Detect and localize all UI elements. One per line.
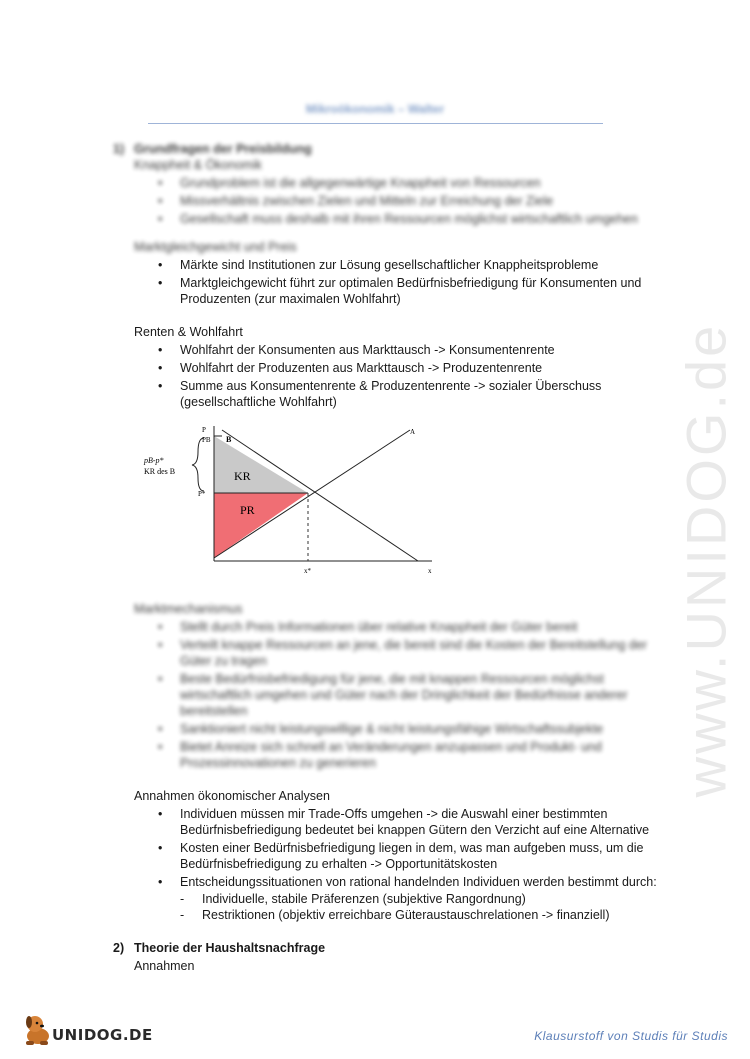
header-divider xyxy=(148,123,603,124)
annahmen-item-cont: Bedürfnisbefriedigung zu erhalten -> Opportunitätskosten xyxy=(180,857,498,871)
consumer-surplus-area xyxy=(214,436,308,493)
welfare-diagram xyxy=(140,418,440,578)
annahmen-item: • Kosten einer Bedürfnisbefriedigung liegen in dem, was man aufgeben muss, um die xyxy=(180,840,643,856)
annahmen-dash-item: - Individuelle, stabile Präferenzen (subjektive Rangordnung) xyxy=(202,891,526,907)
annahmen-dash-item: - Restriktionen (objektiv erreichbare Güteraustauschrelationen -> finanziell) xyxy=(202,907,610,923)
pb-label: PB xyxy=(202,436,211,444)
renten-item: • Wohlfahrt der Produzenten aus Markttausch -> Produzentenrente xyxy=(180,360,542,376)
xstar-label: x* xyxy=(304,567,311,575)
renten-heading: Renten & Wohlfahrt xyxy=(134,325,243,339)
marktgleichgewicht-heading: Marktgleichgewicht und Preis xyxy=(134,240,297,254)
marktgleichgewicht-item: • Marktgleichgewicht führt zur optimalen Bedürfnisbefriedigung für Konsumenten und xyxy=(180,275,641,291)
curve-a-label: A xyxy=(410,428,416,436)
marktmechanismus-item: • Beste Bedürfnisbefriedigung für jene, die mit knappen Ressourcen möglichst xyxy=(180,671,604,687)
renten-item-cont: (gesellschaftliche Wohlfahrt) xyxy=(180,395,337,409)
marktmechanismus-heading: Marktmechanismus xyxy=(134,602,243,616)
marktmechanismus-item: • Bietet Anreize sich schnell an Veränderungen anzupassen und Produkt- und xyxy=(180,739,602,755)
section-2-number: 2) xyxy=(113,941,125,955)
marktmechanismus-item: • Sanktioniert nicht leistungswillige & nicht leistungsfähige Wirtschaftssubjekte xyxy=(180,721,603,737)
section-1-title: Grundfragen der Preisbildung xyxy=(134,142,312,156)
brace-label-2: KR des B xyxy=(144,467,176,476)
marktmechanismus-item-cont: Prozessinnovationen zu generieren xyxy=(180,756,376,770)
axis-x-label: x xyxy=(428,567,432,575)
brace-label-1: pB-p* xyxy=(144,456,164,465)
marktgleichgewicht-item: • Märkte sind Institutionen zur Lösung gesellschaftlicher Knappheitsprobleme xyxy=(180,257,598,273)
section-2-title: Theorie der Haushaltsnachfrage xyxy=(134,941,326,955)
marktmechanismus-item-cont: wirtschaftlich umgehen und Güter nach der Dringlichkeit der Bedürfnisse anderer xyxy=(180,688,628,702)
annahmen-heading: Annahmen ökonomischer Analysen xyxy=(134,789,330,803)
pstar-label: P* xyxy=(198,490,206,498)
marktmechanismus-item: • Stellt durch Preis Informationen über relative Knappheit der Güter bereit xyxy=(180,619,577,635)
point-b-label: B xyxy=(226,435,232,444)
axis-p-label: P xyxy=(202,426,206,434)
section-1-number: 1) xyxy=(113,142,125,156)
annahmen-item: • Individuen müssen mir Trade-Offs umgehen -> die Auswahl einer bestimmten xyxy=(180,806,607,822)
marktmechanismus-item-cont: Güter zu tragen xyxy=(180,654,267,668)
marktmechanismus-item: • Verteilt knappe Ressourcen an jene, die bereit sind die Kosten der Bereitstellung der xyxy=(180,637,647,653)
marktgleichgewicht-item-cont: Produzenten (zur maximalen Wohlfahrt) xyxy=(180,292,401,306)
page-header-title: Mikroökonomik – Walter xyxy=(305,102,445,116)
section-2-heading: Annahmen xyxy=(134,959,195,973)
knappheit-item: • Missverhältnis zwischen Zielen und Mitteln zur Erreichung der Ziele xyxy=(180,193,553,209)
dog-logo-icon xyxy=(22,1012,54,1046)
brace xyxy=(192,438,204,491)
annahmen-item: • Entscheidungssituationen von rational handelnden Individuen werden bestimmt durch: xyxy=(180,874,657,890)
kr-label: KR xyxy=(234,469,251,483)
knappheit-heading: Knappheit & Ökonomik xyxy=(134,158,262,172)
renten-item: • Wohlfahrt der Konsumenten aus Markttausch -> Konsumentenrente xyxy=(180,342,555,358)
knappheit-item: • Grundproblem ist die allgegenwärtige Knappheit von Ressourcen xyxy=(180,175,541,191)
marktmechanismus-item-cont: bereitstellen xyxy=(180,704,248,718)
footer-logo-text: UNIDOG.DE xyxy=(52,1026,153,1044)
watermark: www.UNIDOG.de xyxy=(674,322,738,798)
pr-label: PR xyxy=(240,503,255,517)
annahmen-item-cont: Bedürfnisbefriedigung bedeutet bei knappen Gütern den Verzicht auf eine Alternative xyxy=(180,823,650,837)
knappheit-item: • Gesellschaft muss deshalb mit ihren Ressourcen möglichst wirtschaftlich umgehen xyxy=(180,211,638,227)
footer-tagline: Klausurstoff von Studis für Studis xyxy=(534,1029,728,1043)
renten-item: • Summe aus Konsumentenrente & Produzentenrente -> sozialer Überschuss xyxy=(180,378,601,394)
